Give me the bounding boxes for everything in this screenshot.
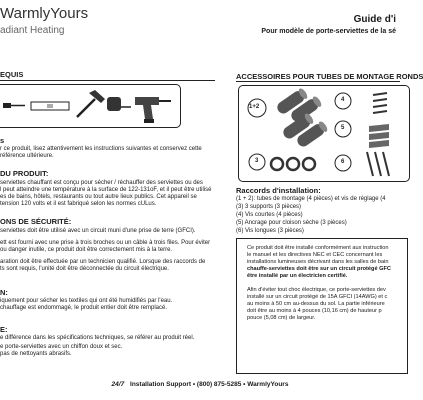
accessories-box <box>238 85 410 182</box>
intro-heading: s <box>0 136 5 145</box>
divider <box>0 80 215 81</box>
safety-line-3: ou danger inutile, ce produit doit être correctement mis à la terre. <box>0 247 173 253</box>
safety-line-1: serviettes doit être utilisé avec un circuit muni d'une prise de terre (GFCI). <box>0 228 196 234</box>
guide-subtitle: Pour modèle de porte-serviettes de la sé <box>261 28 396 35</box>
tools-box <box>0 84 181 128</box>
safety-line-4: aration doit être effectuée par un technicien qualifié. Lorsque des raccords de <box>0 259 206 265</box>
accessories-heading: ACCESSOIRES POUR TUBES DE MONTAGE RONDS <box>236 72 423 81</box>
bracket-icon <box>271 158 315 170</box>
tape-measure-icon <box>107 97 131 111</box>
footer <box>0 381 400 388</box>
accessories-illustration <box>239 86 409 181</box>
use-heading: N: <box>0 288 8 297</box>
callout-label-6: 6 <box>341 159 345 165</box>
product-heading: DU PRODUIT: <box>0 169 49 178</box>
product-line-2: l peut atteindre une température à la surface de 122-131oF, et il peut être utilisé <box>0 187 212 193</box>
raccord-item: (3) 3 supports (3 pièces) <box>236 204 302 210</box>
product-line-3: es de bains, hôtels, restaurants ou tout autre lieux publics. Cet appareil se <box>0 194 197 200</box>
safety-heading: ONS DE SÉCURITÉ: <box>0 217 72 226</box>
use-line-1: iquement pour sécher les textiles qui ont été humidifiés par l'eau. <box>0 298 173 304</box>
note-line: Afin d'éviter tout choc électrique, ce porte-serviettes dev <box>247 287 386 293</box>
support-logo: 24/7 <box>111 381 125 388</box>
level-icon <box>31 102 69 110</box>
safety-line-5: ts sont requis, l'unité doit être déconnectée du circuit électrique. <box>0 266 169 272</box>
tools-illustration <box>0 85 180 127</box>
callout-label-4: 4 <box>341 97 345 103</box>
note-line: doit être au moins à 4 pouces (10,16 cm) de hauteur p <box>247 308 382 314</box>
brand-subtitle: adiant Heating <box>0 25 65 36</box>
care-line-1: e différence dans les spécifications techniques, se référer au produit réel. <box>0 335 195 341</box>
installation-note-box <box>236 238 408 374</box>
mounting-tube-icon <box>275 87 329 149</box>
note-line: Ce produit doit être installé conformément aux instruction <box>247 245 389 251</box>
screwdriver-icon <box>3 103 25 108</box>
note-line: pouce (5,08 cm) de largeur. <box>247 315 316 321</box>
note-line: installé sur un circuit protégé de 15A GFCI (14AWG) et c <box>247 294 388 300</box>
product-line-1: serviettes chauffant est conçu pour sécher / réchauffer des serviettes ou des <box>0 180 203 186</box>
raccord-item: (6) Vis longues (3 pièces) <box>236 228 304 234</box>
callout-label-1-2: 1+2 <box>249 104 260 110</box>
note-bold-line: chauffe-serviettes doit être sur un circuit protégé GFC <box>247 266 391 272</box>
product-line-4: tension 120 volts et il est fabriqué selon les normes cULus. <box>0 201 157 207</box>
note-line: installations lumineuses décrivant dans les salles de bain <box>247 259 389 265</box>
drill-icon <box>135 97 171 123</box>
raccord-item: (1 + 2): tubes de montage (4 pièces) et vis de réglage (4 <box>236 196 386 202</box>
intro-line-2: référence ultérieure. <box>0 153 54 159</box>
drywall-anchor-icon <box>369 124 389 148</box>
short-screw-icon <box>373 93 387 113</box>
care-line-3: pas de nettoyants abrasifs. <box>0 351 72 357</box>
raccord-item: (5) Ancrage pour cloison sèche (3 pièces) <box>236 220 347 226</box>
care-heading: E: <box>0 325 8 334</box>
hammer-icon <box>77 90 105 117</box>
long-screw-icon <box>367 152 389 176</box>
raccords-heading: Raccords d'installation: <box>236 186 321 195</box>
safety-line-2: ett est fourni avec une prise à trois broches ou un câble à trois files. Pour éviter <box>0 240 211 246</box>
tools-heading: EQUIS <box>0 70 24 79</box>
divider <box>236 81 400 82</box>
care-line-2: e porte-serviettes avec un chiffon doux et sec. <box>0 344 123 350</box>
guide-title: Guide d'i <box>353 14 396 25</box>
use-line-2: chauffage est endommagé, le produit entier doit être remplacé. <box>0 305 167 311</box>
footer-text: Installation Support • (800) 875-5285 • WarmlyYours <box>130 381 289 388</box>
brand-name: WarmlyYours <box>0 5 89 22</box>
note-bold-line: être installé par un électricien certifié. <box>247 273 348 279</box>
note-line: au moins à 50 cm au-dessus du sol. La partie inférieure <box>247 301 385 307</box>
intro-line-1: r ce produit, lisez attentivement les instructions suivantes et conservez cette <box>0 146 202 152</box>
note-line: le manuel et les directives NEC et CEC concernant les <box>247 252 383 258</box>
callout-label-3: 3 <box>255 158 259 164</box>
callout-label-5: 5 <box>341 125 345 131</box>
raccord-item: (4) Vis courtes (4 pièces) <box>236 212 303 218</box>
